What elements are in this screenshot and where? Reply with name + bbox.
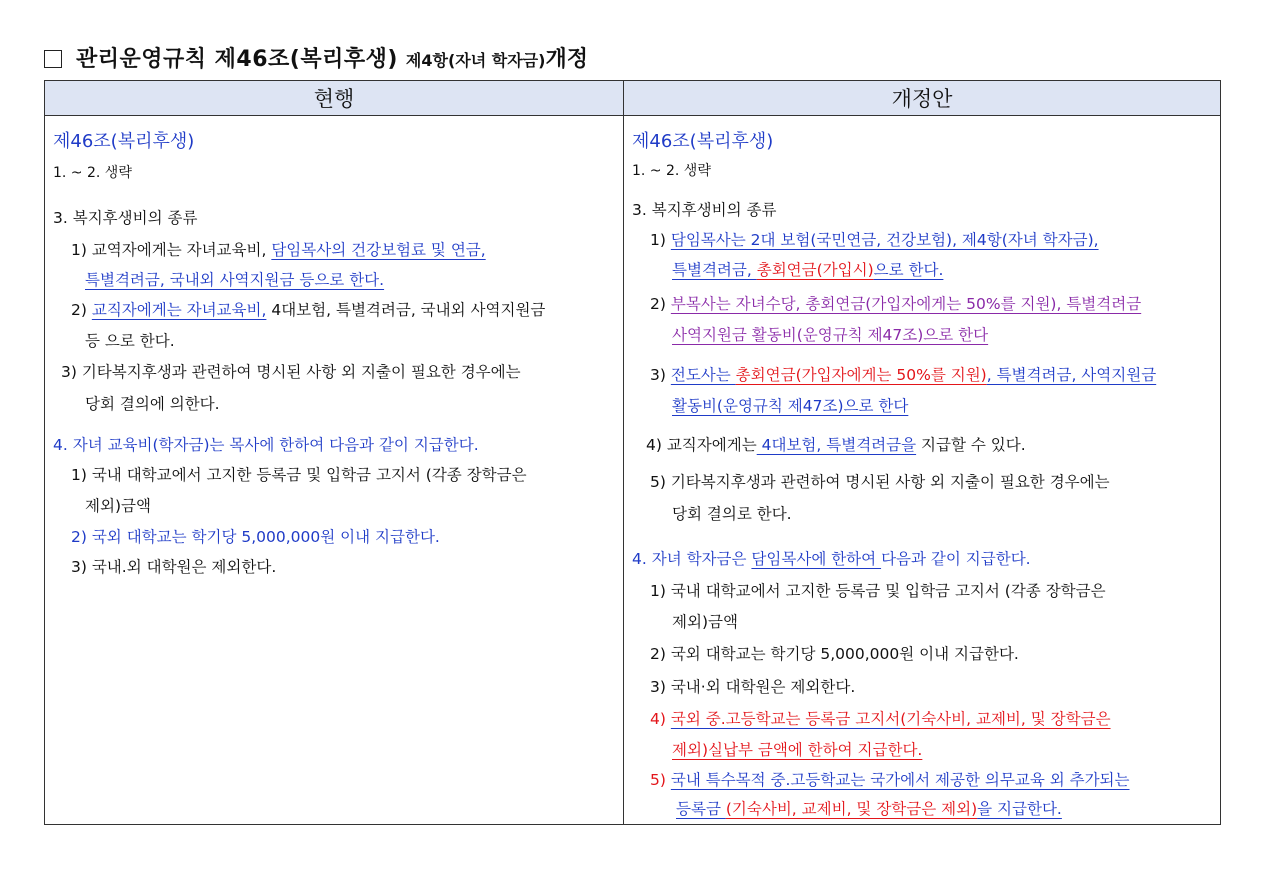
current-line <box>71 240 486 260</box>
text-run: 담임목사에 한하여 <box>751 550 882 568</box>
text-run: 3) <box>650 366 671 384</box>
current-line <box>71 300 545 320</box>
revised-line: 사역지원금 활동비(운영규칙 제47조)으로 한다 <box>672 326 989 344</box>
revised-line: 활동비(운영규칙 제47조)으로 한다 <box>672 397 909 415</box>
current-cell <box>45 116 624 825</box>
text-run: 4. 자녀 학자금은 <box>632 550 752 568</box>
text-run: 1) <box>650 231 671 249</box>
current-heading: 제46조(복리후생) <box>53 131 195 152</box>
text-run: 다음과 같이 지급한다. <box>881 550 1031 568</box>
current-line: 1) 국내 대학교에서 고지한 등록금 및 입학금 고지서 (각종 장학금은 <box>71 466 527 484</box>
revised-cell <box>624 116 1221 825</box>
current-line: 4. 자녀 교육비(학자금)는 목사에 한하여 다음과 같이 지급한다. <box>53 436 479 454</box>
text-run: 부목사는 자녀수당, 총회연금(가입자에게는 50%를 지원), 특별격려금 <box>670 295 1142 313</box>
text-run: , 특별격려금, 사역지원금 <box>986 366 1157 384</box>
revised-line <box>672 260 943 280</box>
text-run: 전도사는 <box>670 366 736 384</box>
revised-line: 제외)금액 <box>672 613 738 631</box>
text-run: 총회연금(가입시) <box>756 261 874 279</box>
text-run: 2) <box>71 301 92 319</box>
revised-line: 3) 국내·외 대학원은 제외한다. <box>650 678 856 696</box>
text-run: 으로 한다. <box>873 261 944 279</box>
text-run: (기숙사비, 교제비, 및 장학금은 제외) <box>725 800 978 818</box>
comparison-table <box>44 80 1221 825</box>
header-current: 현행 <box>45 81 624 116</box>
text-run: 4) <box>650 710 671 728</box>
text-run: 총회연금(가입자에게는 50%를 지원) <box>735 366 987 384</box>
header-revised: 개정안 <box>624 81 1221 116</box>
title-main: 관리운영규칙 제46조(복리후생) <box>76 47 398 72</box>
title-tail: 개정 <box>545 47 588 72</box>
text-run: 담임목사는 2대 보험(국민연금, 건강보험), 제4항(자녀 학자금), <box>670 231 1099 249</box>
revised-line: 5) 기타복지후생과 관련하여 명시된 사항 외 지출이 필요한 경우에는 <box>650 473 1110 491</box>
revised-line <box>650 365 1156 385</box>
current-line: 특별격려금, 국내외 사역지원금 등으로 한다. <box>85 271 385 289</box>
checkbox-square-icon <box>44 50 62 68</box>
text-run: 5) <box>650 771 671 789</box>
document-title <box>44 42 588 73</box>
text-run: 등록금 <box>676 800 726 818</box>
text-run: 국내 특수목적 중.고등학교는 국가에서 제공한 의무교육 외 추가되는 <box>670 771 1130 789</box>
revised-line <box>650 294 1141 314</box>
current-line: 3) 국내.외 대학원은 제외한다. <box>71 558 277 576</box>
revised-line <box>650 770 1130 790</box>
current-line: 3. 복지후생비의 종류 <box>53 209 198 227</box>
current-line: 2) 국외 대학교는 학기당 5,000,000원 이내 지급한다. <box>71 528 440 546</box>
revised-line: 2) 국외 대학교는 학기당 5,000,000원 이내 지급한다. <box>650 645 1019 663</box>
title-sub: 제4항(자녀 학자금) <box>405 51 546 70</box>
revised-line <box>650 709 1111 729</box>
current-line: 당회 결의에 의한다. <box>85 395 220 413</box>
current-line: 제외)금액 <box>85 497 151 515</box>
revised-line <box>650 230 1099 250</box>
text-run: 4) 교직자에게는 <box>646 436 757 454</box>
revised-line: 1. ~ 2. 생략 <box>632 163 711 179</box>
current-line: 등 으로 한다. <box>85 332 175 350</box>
revised-line <box>676 799 1062 819</box>
text-run: 2) <box>650 295 671 313</box>
revised-heading: 제46조(복리후생) <box>632 131 774 152</box>
revised-line <box>632 549 1031 569</box>
current-line: 3) 기타복지후생과 관련하여 명시된 사항 외 지출이 필요한 경우에는 <box>61 363 521 381</box>
text-run: 을 지급한다. <box>977 800 1062 818</box>
text-run: 4대보험, 특별격려금을 <box>756 436 917 454</box>
text-run: 지급할 수 있다. <box>916 436 1026 454</box>
current-line: 1. ~ 2. 생략 <box>53 165 132 181</box>
text-run: 특별격려금, <box>672 261 757 279</box>
text-run: 교직자에게는 자녀교육비, <box>91 301 267 319</box>
text-run: 1) 교역자에게는 자녀교육비, <box>71 241 272 259</box>
revised-line: 당회 결의로 한다. <box>672 505 792 523</box>
revised-line: 제외)실납부 금액에 한하여 지급한다. <box>672 741 923 759</box>
revised-line: 3. 복지후생비의 종류 <box>632 201 777 219</box>
text-run: 4대보험, 특별격려금, 국내외 사역지원금 <box>266 301 546 319</box>
revised-line: 1) 국내 대학교에서 고지한 등록금 및 입학금 고지서 (각종 장학금은 <box>650 582 1106 600</box>
text-run: 담임목사의 건강보험료 및 연금, <box>271 241 486 259</box>
revised-line <box>646 435 1026 455</box>
text-run: 국외 중.고등학교는 등록금 고지서 <box>670 710 901 728</box>
text-run: (기숙사비, 교제비, 및 장학금은 <box>900 710 1111 728</box>
